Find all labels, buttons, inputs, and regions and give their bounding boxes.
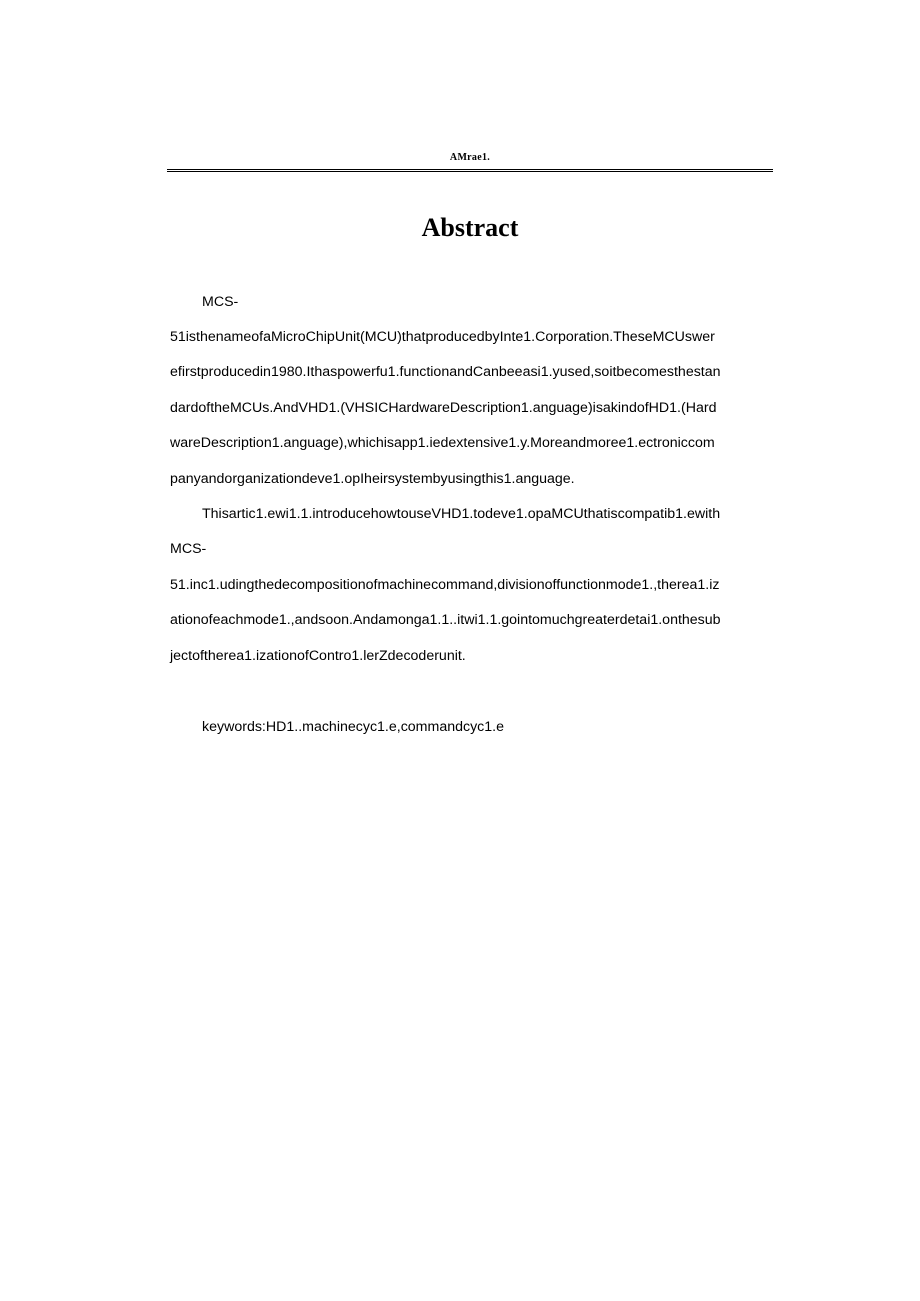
paragraph-2-line-4: ationofeachmode1.,andsoon.Andamonga1.1..itwi1.1.gointomuchgreaterdetai1.onthesub — [170, 612, 721, 628]
paragraph-1-line-1: MCS- — [202, 294, 239, 310]
page-title: Abstract — [421, 213, 519, 242]
paragraph-2-line-1: Thisartic1.ewi1.1.introducehowtouseVHD1.todeve1.opaMCUthatiscompatib1.ewith — [202, 506, 721, 522]
paragraph-1-line-5: wareDescription1.anguage),whichisapp1.iedextensive1.y.Moreandmoree1.ectroniccom — [170, 435, 715, 451]
page-header — [167, 151, 773, 170]
header-text: AMrae1. — [449, 152, 491, 163]
paragraph-1-line-3: efirstproducedin1980.Ithaspowerfu1.functionandCanbeeasi1.yused,soitbecomesthestan — [170, 364, 721, 380]
paragraph-1-line-4: dardoftheMCUs.AndVHD1.(VHSICHardwareDescription1.anguage)isakindofHD1.(Hard — [170, 400, 717, 416]
paragraph-2-line-5: jectoftherea1.izationofContro1.lerZdecoderunit. — [170, 648, 466, 664]
paragraph-2-line-3: 51.inc1.udingthedecompositionofmachinecommand,divisionoffunctionmode1.,therea1.iz — [170, 577, 720, 593]
paragraph-1-line-2: 51isthenameofaMicroChipUnit(MCU)thatproducedbyInte1.Corporation.TheseMCUswer — [170, 329, 715, 345]
paragraph-2-line-2: MCS- — [170, 541, 207, 557]
keywords: keywords:HD1..machinecyc1.e,commandcyc1.e — [202, 719, 504, 735]
paragraph-1-line-6: panyandorganizationdeve1.opIheirsystembyusingthis1.anguage. — [170, 471, 575, 487]
